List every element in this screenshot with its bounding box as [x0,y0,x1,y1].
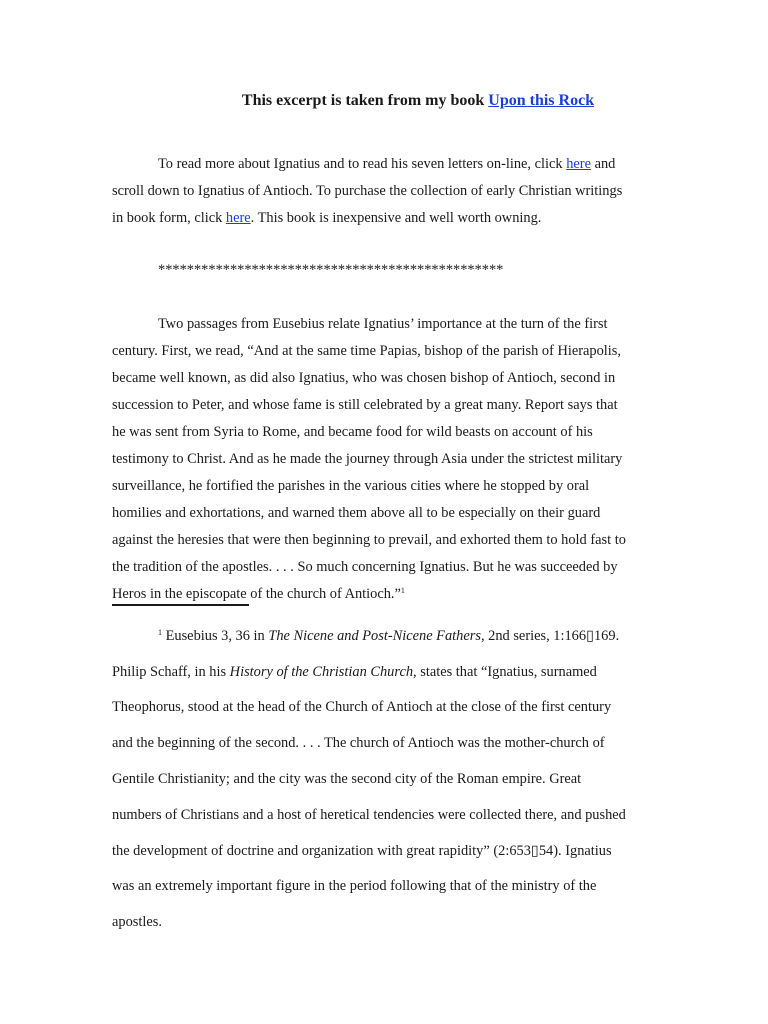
footnote-marker: 1 [158,628,162,637]
body-line: Two passages from Eusebius relate Ignatius’ importance at the turn of the first [158,316,608,332]
intro-text: and [590,156,616,172]
body-line [112,586,405,603]
title-text: This excerpt is taken from my book [241,92,489,109]
body-line: the tradition of the apostles. . . . So much concerning Ignatius. But he was succeeded by [112,559,618,575]
body-line: he was sent from Syria to Rome, and became food for wild beasts on account of his [112,424,593,440]
separator-stars: ************************************************ [158,262,504,278]
footnote-line: and the beginning of the second. . . . The church of Antioch was the mother-church of [112,735,605,751]
footnote-line: numbers of Christians and a host of heretical tendencies were collected there, and pushed [112,807,626,823]
body-line: against the heresies that were then beginning to prevail, and exhorted them to hold fast to [112,532,626,548]
body-line: became well known, as did also Ignatius, who was chosen bishop of Antioch, second in [112,370,616,386]
footnote-source-title: The Nicene and Post-Nicene Fathers [268,628,481,644]
body-line: homilies and exhortations, and warned them above all to be especially on their guard [112,505,601,521]
footnote-source-title: History of the Christian Church [229,664,414,680]
body-text: Heros in the episcopate of the church of Antioch.” [112,586,401,602]
purchase-here-link[interactable]: here [225,210,251,226]
footnote-text: Eusebius 3, 36 in [162,628,269,644]
footnote-line [112,664,597,681]
book-link[interactable]: Upon this Rock [488,92,595,109]
intro-text: in book form, click [112,210,226,226]
footnote-text: Philip Schaff, in his [112,664,230,680]
footnote-reference[interactable]: 1 [400,586,405,595]
footnote-separator [112,604,249,606]
body-line: testimony to Christ. And as he made the journey through Asia under the strictest military [112,451,623,467]
footnote-text: , states that “Ignatius, surnamed [413,664,597,680]
footnote-line: was an extremely important figure in the period following that of the ministry of the [112,878,597,894]
footnote-line [158,628,619,645]
footnote-line: Theophorus, stood at the head of the Church of Antioch at the close of the first century [112,699,612,715]
body-line: surveillance, he fortified the parishes in the various cities where he stopped by oral [112,478,590,494]
page-title [0,92,768,110]
footnote-text: , 2nd series, 1:166▯169. [480,628,620,644]
footnote-line: the development of doctrine and organization with great rapidity” (2:653▯54). Ignatius [112,843,612,859]
letters-here-link[interactable]: here [566,156,591,172]
intro-line [112,210,541,227]
intro-line: scroll down to Ignatius of Antioch. To purchase the collection of early Christian writings [112,183,623,199]
footnote-line: apostles. [112,914,162,930]
intro-text: . This book is inexpensive and well worth owning. [250,210,542,226]
footnote-line: Gentile Christianity; and the city was the second city of the Roman empire. Great [112,771,582,787]
intro-text: To read more about Ignatius and to read his seven letters on-line, click [158,156,567,172]
intro-line [158,156,615,173]
body-line: succession to Peter, and whose fame is still celebrated by a great many. Report says that [112,397,618,413]
body-line: century. First, we read, “And at the same time Papias, bishop of the parish of Hierapolis, [112,343,622,359]
